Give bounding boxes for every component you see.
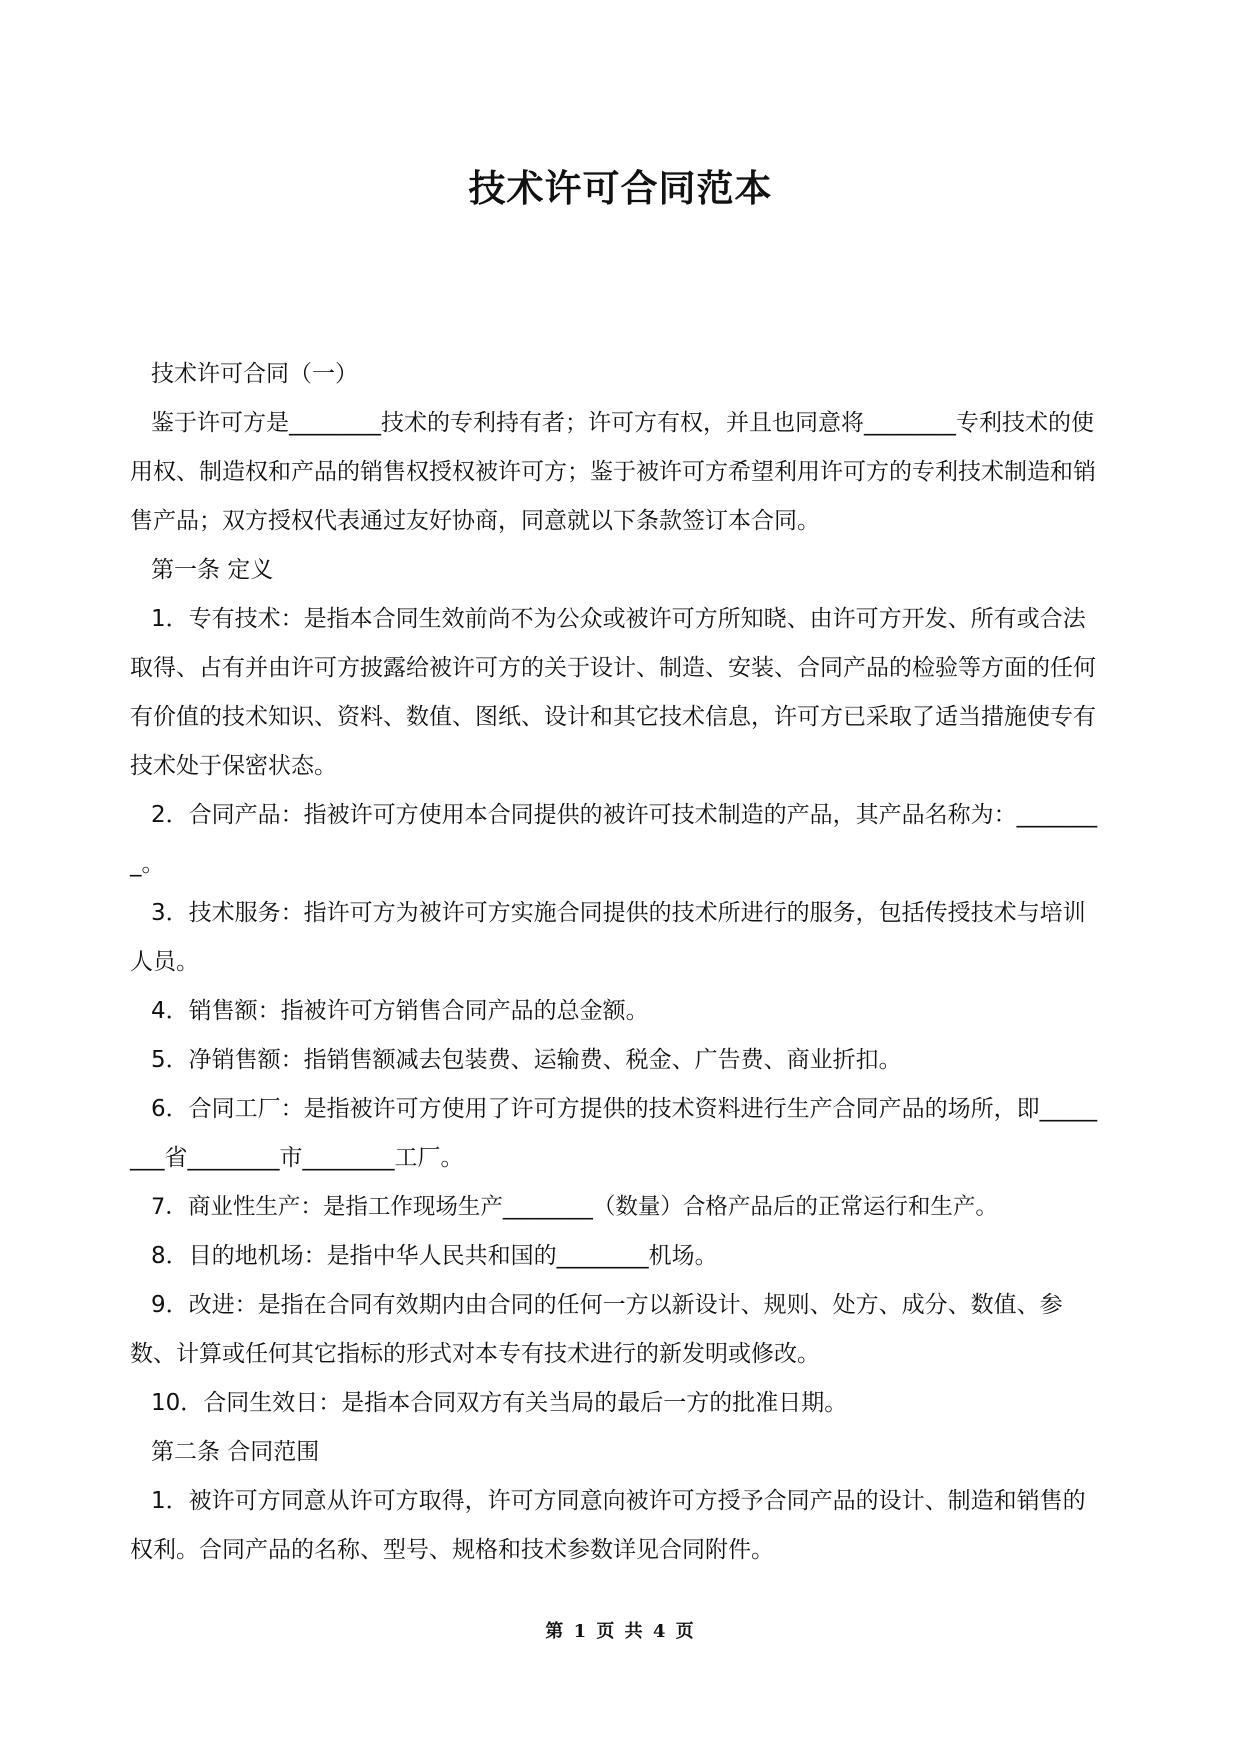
clause-paragraph: 1．被许可方同意从许可方取得，许可方同意向被许可方授予合同产品的设计、制造和销售的权利。合同产品的名称、型号、规格和技术参数详见合同附件。 (130, 1488, 1086, 1563)
clause-paragraph: 7．商业性生产：是指工作现场生产________（数量）合格产品后的正常运行和生产。 (151, 1194, 998, 1220)
clause-paragraph: 1．专有技术：是指本合同生效前尚不为公众或被许可方所知晓、由许可方开发、所有或合法取得、占有并由许可方披露给被许可方的关于设计、制造、安装、合同产品的检验等方面的任何有价值的技术知识、资料、数值、图纸、设计和其它技术信息，许可方已采取了适当措施使专有技术处于保密状态。 (130, 606, 1096, 779)
clause-paragraph: 6．合同工厂：是指被许可方使用了许可方提供的技术资料进行生产合同产品的场所，即________省________市________工厂。 (130, 1096, 1098, 1171)
clause-paragraph: 10．合同生效日：是指本合同双方有关当局的最后一方的批准日期。 (151, 1390, 848, 1416)
clause-paragraph: 3．技术服务：指许可方为被许可方实施合同提供的技术所进行的服务，包括传授技术与培训人员。 (130, 900, 1086, 975)
clause-paragraph: 4．销售额：指被许可方销售合同产品的总金额。 (151, 998, 649, 1024)
preamble-paragraph: 鉴于许可方是________技术的专利持有者；许可方有权，并且也同意将________专利技术的使用权、制造权和产品的销售权授权被许可方；鉴于被许可方希望利用许可方的专利技术制造和销售产品；双方授权代表通过友好协商，同意就以下条款签订本合同。 (130, 410, 1096, 534)
clause-paragraph: 5．净销售额：指销售额减去包装费、运输费、税金、广告费、商业折扣。 (151, 1047, 902, 1073)
article-heading: 第二条 合同范围 (151, 1439, 320, 1465)
document-body (130, 350, 1101, 1575)
section-heading: 技术许可合同（一） (151, 361, 358, 387)
clause-paragraph: 8．目的地机场：是指中华人民共和国的________机场。 (151, 1243, 718, 1269)
clause-paragraph: 2．合同产品：指被许可方使用本合同提供的被许可技术制造的产品，其产品名称为：________。 (130, 802, 1098, 877)
article-heading: 第一条 定义 (151, 557, 274, 583)
document-title: 技术许可合同范本 (468, 167, 773, 210)
clause-paragraph: 9．改进：是指在合同有效期内由合同的任何一方以新设计、规则、处方、成分、数值、参数、计算或任何其它指标的形式对本专有技术进行的新发明或修改。 (130, 1292, 1063, 1367)
page-number: 第 1 页 共 4 页 (545, 1621, 696, 1642)
